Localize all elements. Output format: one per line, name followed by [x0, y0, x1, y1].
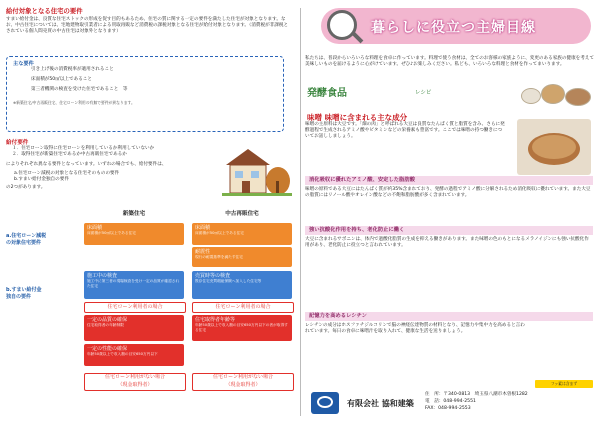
cell-b-new-title-2: 一定の品質の確保 [87, 317, 128, 323]
cell-b-new-3 [84, 344, 184, 366]
company-address: 住 所：〒340-0813 埼玉県八潮市木曽根1282 [425, 392, 528, 397]
eligibility-title: 給付対象となる住宅の要件 [6, 7, 83, 15]
miso-text: 味噌の主原料は大豆です。「畑の肉」と呼ばれる大豆は良質なたんぱく質と脂質を含み、さらに発酵過程で生成されるアミノ酸やビタミンなどの栄養素も豊富です。ここでは味噌の持つ働きについてお話ししましょう。 [305, 122, 505, 140]
house-illustration [218, 141, 294, 199]
right-column [305, 6, 595, 418]
company-info [425, 391, 593, 412]
eligibility-intro: すまい給付金は、良質な住宅ストックの形成を促す目的もあるため、住宅の質に関する一定の要件を満たした住宅が対象となります。なお、中古住宅については、宅地建物取引業者による買取再販など消費税の課税対象となる住宅が給付対象となります。（消費税が非課税とされている個人間売買の中古住宅は対象外となります） [6, 17, 289, 35]
cell-b-used [192, 271, 292, 299]
band-antioxidant: 強い抗酸化作用を持ち、老化防止に働く [305, 226, 593, 235]
recipe-label: レシピ [415, 90, 432, 96]
cell-b-new-sub-2: 住宅取得者の年齢制限 [87, 323, 124, 328]
cell-b-new [84, 271, 184, 299]
conditions-point-a: a.住宅ローン減税の対象となる住宅そのものの要件 [14, 170, 120, 176]
requirement-item-1: 引き上げ後の消費税率が適用されること [31, 67, 114, 72]
column-divider [300, 8, 301, 416]
requirements-note: ※新築住宅/中古再販住宅、住宅ローン利用の有無で要件が異なります。 [13, 99, 135, 105]
cell-b-used-sub-2: 年齢50歳以上で収入額の目安650万円以下の者が取得する住宅 [195, 323, 288, 332]
requirements-box [6, 56, 284, 132]
header-banner [321, 8, 591, 44]
banner-loan-used: 住宅ローン利用者の場合 [192, 302, 294, 313]
cell-a-used [192, 223, 292, 245]
intro-text: 私たちは、普段からいろいろな料理を食卓に作っています。料理で使う食材は、全てのお客様の家族ように、変更のある家族の健康を考えて美味しいものを届けるように心がけています。ぜひ♪お楽しみください。私ども、いろいろな料理と食材を作ってまいります。 [305, 56, 595, 68]
cell-a-new-title: 床面積 [87, 225, 103, 231]
requirement-item-3: 第三者機関の検査を受けた住宅であること 等 [31, 87, 128, 93]
cell-b-new-title: 施工中の検査 [87, 273, 118, 279]
cell-b-new-2 [84, 315, 184, 341]
left-column [6, 6, 296, 418]
banner-loan-new: 住宅ローン利用者の場合 [84, 302, 186, 313]
footer [305, 388, 595, 418]
dishes-image [519, 82, 593, 108]
conditions-point-b: b.すまい給付金独自の要件 [14, 176, 69, 182]
miso-subtitle: 味噌に含まれる主な成分 [324, 113, 408, 122]
conditions-end: の2つがあります。 [6, 185, 46, 191]
cell-a-new [84, 223, 184, 245]
cell-b-new-sub: 施工中に第三者の現場検査を受け一定の品質が確認された住宅 [87, 279, 180, 288]
conditions-body-2: によりそれぞれ異なる要件となっています。いずれの場合でも、給付要件は、 [6, 162, 167, 168]
row-label-a: a.住宅ローン減税 の対象住宅要件 [6, 233, 47, 246]
cell-a-used-title: 床面積 [195, 225, 211, 231]
cell-b-new-sub-3: 年齢50歳以上で収入額の目安650万円以下 [87, 352, 158, 357]
cell-b-new-title-3: 一定の性能の確保 [87, 346, 128, 352]
conditions-title: 給付要件 [6, 140, 29, 146]
cell-b-used-sub: 既存住宅売買瑕疵保険へ加入した住宅等 [195, 279, 262, 284]
cell-a-new-sub: 床面積が50㎡以上である住宅 [87, 231, 136, 236]
recipe-logo: 発酵食品 [307, 88, 347, 99]
cell-a-used-sub: 床面積が50㎡以上である住宅 [195, 231, 244, 236]
recipe-header [307, 82, 593, 108]
cell-b-used-title-2: 住宅取得者年齢等 [195, 317, 236, 323]
eligibility-section [6, 6, 296, 36]
band-lecithin: 記憶力を高めるレシチン [305, 312, 593, 321]
miso-label: 味噌 [307, 113, 322, 122]
banner-no-loan-new: 住宅ローン利用がない場合 （現金取得者） [84, 373, 186, 391]
banner-no-loan-used: 住宅ローン利用がない場合 （現金取得者） [192, 373, 294, 391]
requirements-grid [6, 209, 296, 414]
column-header-new: 新築住宅 [122, 211, 146, 217]
band-lecithin-text: レシチンの成分はホスファチジルコリンで脳の神経伝達物質の材料となり、記憶力や集中力を高めると言われています。毎日の食卓に味噌汁を取り入れて、健康な生活を送りましょう。 [305, 323, 525, 335]
company-name: 有限会社 協和建築 [347, 399, 414, 408]
miso-photo [517, 119, 591, 175]
company-logo-icon [311, 392, 339, 414]
header-title: 暮らしに役立つ主婦目線 [371, 20, 536, 36]
band-amino: 消化吸収に優れたアミノ酸、安定した脂肪酸 [305, 176, 593, 185]
magnifier-icon [327, 10, 357, 40]
column-header-used: 中古再販住宅 [225, 211, 259, 217]
band-antioxidant-text: 大豆に含まれるサポニンは、体内で過酸化脂質の生成を抑える働きがあります。また味噌の色のもとになるメラノイジンにも強い抗酸化作用があり、老化防止に役立つと言われています。 [305, 237, 589, 249]
conditions-section [6, 138, 226, 191]
cell-a-used-2 [192, 247, 292, 267]
company-tel: 電 話：048-994-2551 [425, 399, 476, 404]
cell-a-used-title-2: 耐震性 [195, 249, 211, 255]
conditions-body: １．住宅ローン取得に住宅ローンを利用しているか利用していないか ２．取得住宅が新築住宅であるか中古再販住宅であるか [12, 146, 155, 158]
requirements-title: 主な要件 [13, 61, 34, 67]
band-amino-text: 味噌の原料である大豆にはたんぱく質が約35%含まれており、発酵の過程でアミノ酸に分解されるため消化吸収に優れています。また大豆の脂質にはリノール酸やオレイン酸などの不飽和脂肪酸が多く含まれています。 [305, 187, 591, 199]
company-fax: FAX：048-994-2553 [425, 406, 471, 411]
badge: フッ素は含まず [535, 380, 593, 388]
requirement-item-2: 床面積が50㎡以上であること [31, 77, 92, 83]
row-label-b: b.すまい給付金 独自の要件 [6, 287, 42, 300]
cell-a-used-sub-2: 現行の耐震基準を満たす住宅 [195, 255, 243, 260]
cell-b-used-title: 売買時等の検査 [195, 273, 231, 279]
cell-b-used-2 [192, 315, 292, 341]
